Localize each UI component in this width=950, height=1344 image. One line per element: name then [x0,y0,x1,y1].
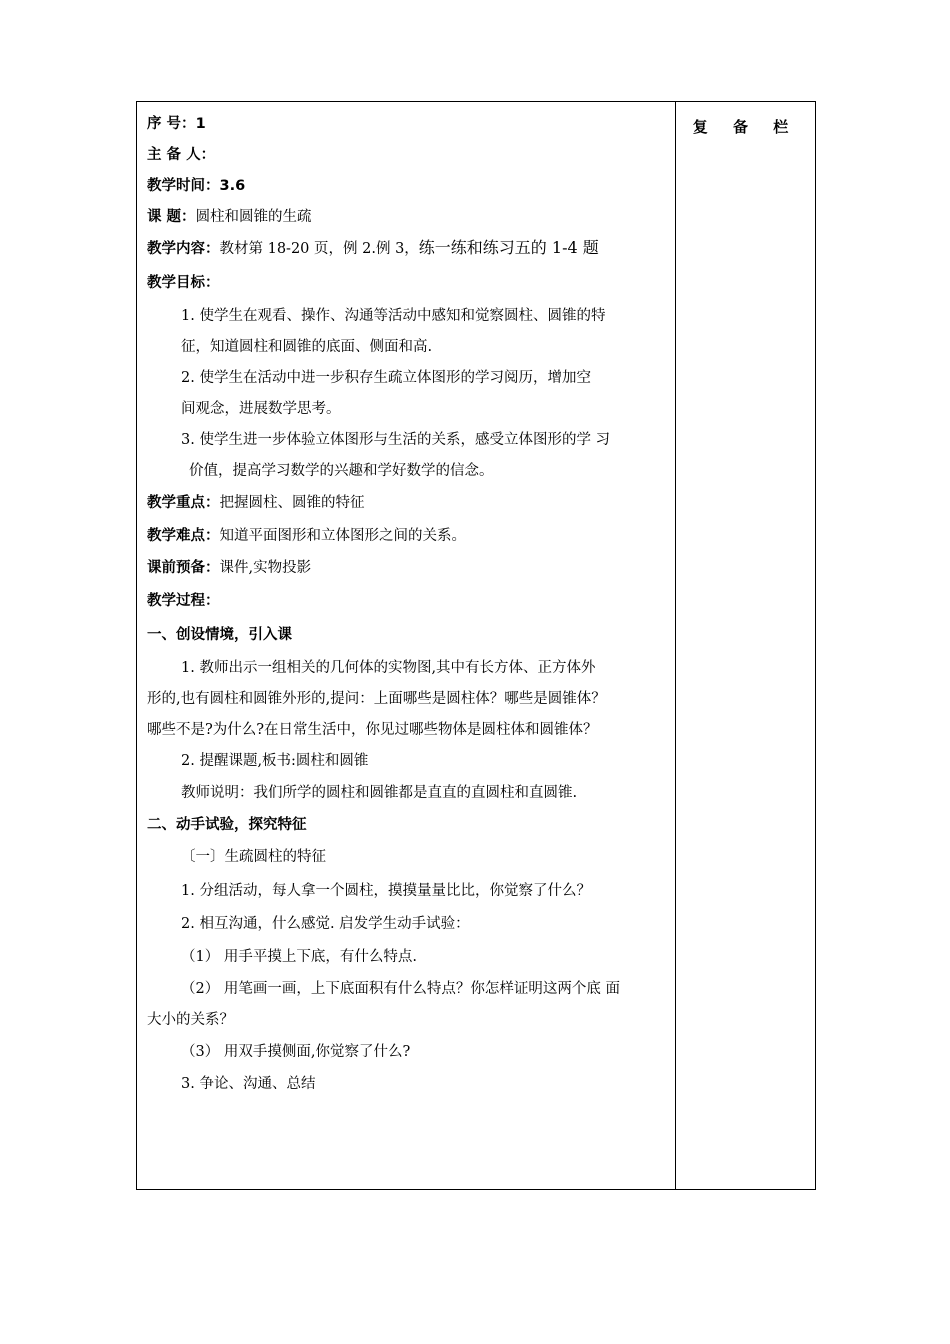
goals-label: 教学目标： [147,275,220,291]
sec2-s3: 3. 争论、沟通、总结 [181,1076,316,1092]
sec1-p1-line-1: 1. 教师出示一组相关的几何体的实物图,其中有长方体、正方体外 [181,660,596,676]
sec2-s1: 1. 分组活动，每人拿一个圆柱，摸摸量量比比，你觉察了什么？ [181,883,591,899]
sec1-p1-line-2: 形的,也有圆柱和圆锥外形的,提问：上面哪些是圆柱体？哪些是圆锥体？ [147,691,606,707]
main-column [137,102,676,1189]
sec1-p1-line-3: 哪些不是?为什么?在日常生活中，你见过哪些物体是圆柱体和圆锥体？ [147,722,598,738]
goal-2-line-1: 2. 使学生在活动中进一步积存生疏立体图形的学习阅历，增加空 [181,370,591,386]
goal-3-line-2: 价值，提高学习数学的兴趣和学好数学的信念。 [189,463,494,479]
preparation-row: 课前预备：课件,实物投影 [147,560,312,576]
review-column [676,102,815,1189]
key-point-row: 教学重点：把握圆柱、圆锥的特征 [147,495,365,511]
topic-row: 课 题：圆柱和圆锥的生疏 [147,209,312,225]
time-row: 教学时间：3.6 [147,178,246,194]
review-column-title: 复 备 栏 [692,118,799,136]
content-row: 教学内容：教材第 18-20 页，例 2.例 3，练一练和练习五的 1-4 题 [147,238,599,257]
difficulty-row: 教学难点：知道平面图形和立体图形之间的关系。 [147,528,466,544]
sec2-s2: 2. 相互沟通，什么感觉. 启发学生动手试验： [181,916,470,932]
sec2-s2b-line-2: 大小的关系？ [147,1012,234,1028]
sec2-s2a: （1） 用手平摸上下底，有什么特点. [181,949,417,965]
sec2-sub1: 〔一〕生疏圆柱的特征 [181,849,326,865]
seq-row: 序 号：1 [147,116,206,132]
process-label: 教学过程： [147,593,220,609]
goal-1-line-2: 征，知道圆柱和圆锥的底面、侧面和高. [181,339,433,355]
sec1-p2: 2. 提醒课题,板书:圆柱和圆锥 [181,753,369,769]
goal-3-line-1: 3. 使学生进一步体验立体图形与生活的关系，感受立体图形的学 习 [181,432,611,448]
sec2-s2c: （3） 用双手摸侧面,你觉察了什么? [181,1044,411,1060]
preparer-row: 主 备 人： [147,147,216,163]
goal-2-line-2: 间观念，进展数学思考。 [181,401,341,417]
sec1-p3: 教师说明：我们所学的圆柱和圆锥都是直直的直圆柱和直圆锥. [181,785,578,801]
section-2-title: 二、动手试验，探究特征 [147,817,307,833]
goal-1-line-1: 1. 使学生在观看、操作、沟通等活动中感知和觉察圆柱、圆锥的特 [181,308,606,324]
sec2-s2b-line-1: （2） 用笔画一画，上下底面积有什么特点？你怎样证明这两个底 面 [181,981,620,997]
section-1-title: 一、创设情境，引入课 [147,627,292,643]
lesson-plan-table [136,101,816,1190]
